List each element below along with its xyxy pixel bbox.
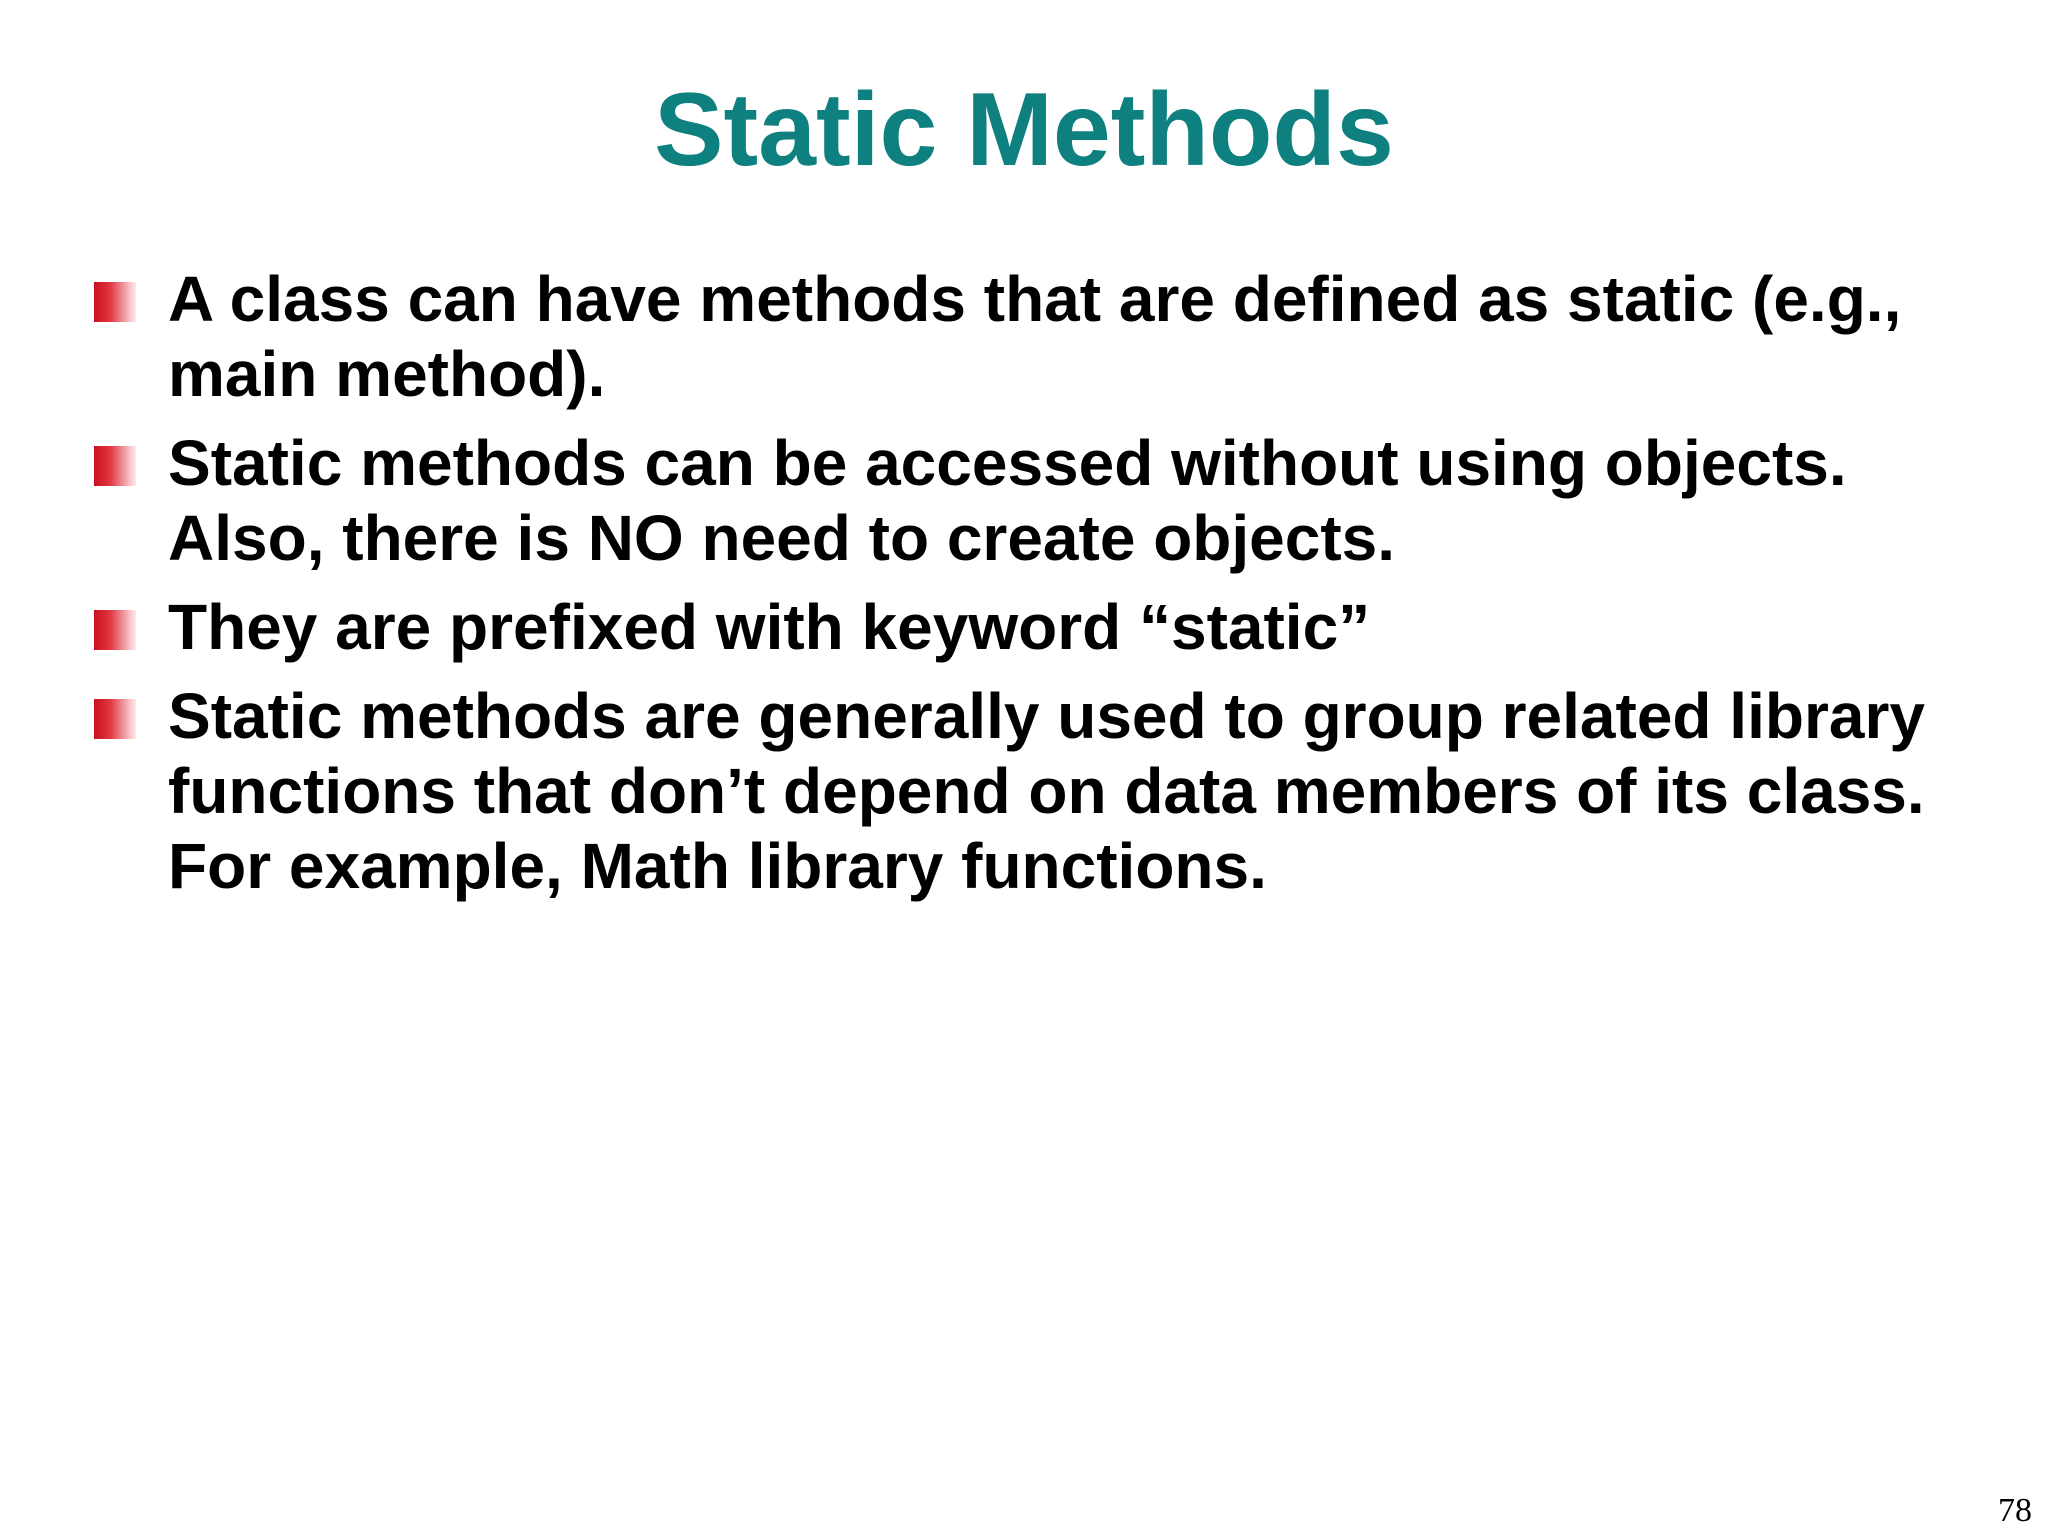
bullet-list — [168, 262, 1988, 918]
bullet-item — [168, 426, 1988, 576]
bullet-text: A class can have methods that are defined as static (e.g., main method). — [168, 263, 1902, 410]
bullet-item — [168, 590, 1988, 665]
red-gradient-square-icon — [94, 610, 136, 650]
red-gradient-square-icon — [94, 282, 136, 322]
slide-title: Static Methods — [654, 72, 1394, 188]
red-gradient-square-icon — [94, 446, 136, 486]
bullet-text: They are prefixed with keyword “static” — [168, 591, 1371, 663]
page-number: 78 — [1998, 1492, 2032, 1529]
red-gradient-square-icon — [94, 699, 136, 739]
bullet-item — [168, 679, 1988, 904]
bullet-item — [168, 262, 1988, 412]
bullet-text: Static methods are generally used to group related library functions that don’t depend on data members of its class. For example, Math library functions. — [168, 680, 1925, 902]
bullet-text: Static methods can be accessed without using objects. Also, there is NO need to create objects. — [168, 427, 1847, 574]
